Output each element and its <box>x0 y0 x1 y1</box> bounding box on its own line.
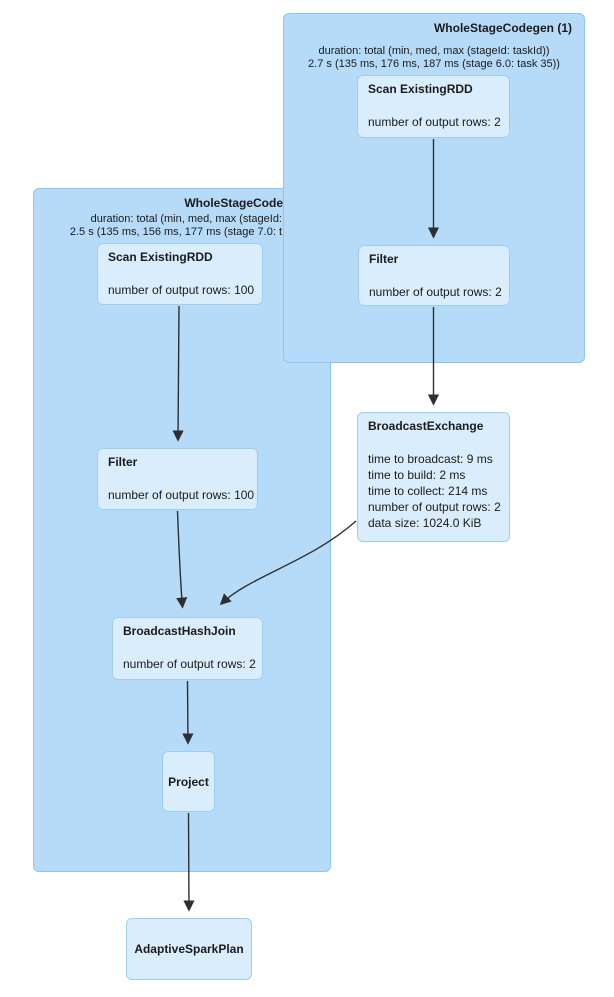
node-label: Filter <box>108 455 138 469</box>
node-project[interactable] <box>162 751 215 812</box>
duration-value-line: 2.7 s (135 ms, 176 ms, 187 ms (stage 6.0: task 35)) <box>308 58 560 70</box>
duration-value-line: 2.5 s (135 ms, 156 ms, 177 ms (stage 7.0: t <box>69 226 282 238</box>
cluster-duration <box>284 45 584 71</box>
node-scan-existing-rdd-1[interactable] <box>357 75 510 138</box>
node-metric: time to broadcast: 9 ms <box>368 452 493 466</box>
node-broadcast-hash-join[interactable] <box>112 617 263 680</box>
node-label: BroadcastHashJoin <box>123 624 236 638</box>
node-broadcast-exchange[interactable] <box>357 412 510 542</box>
node-metric: number of output rows: 2 <box>368 115 501 129</box>
node-metric: number of output rows: 2 <box>123 657 256 671</box>
duration-label-line: duration: total (min, med, max (stageId: <box>90 213 282 225</box>
node-label: Project <box>168 774 209 789</box>
cluster-wholestagecodegen-1[interactable] <box>283 13 585 363</box>
node-metric: number of output rows: 2 <box>369 285 502 299</box>
node-adaptive-spark-plan[interactable] <box>126 918 252 980</box>
duration-label-line: duration: total (min, med, max (stageId: taskId)) <box>318 45 550 57</box>
node-label: Scan ExistingRDD <box>108 250 213 264</box>
node-filter-2[interactable] <box>97 448 258 510</box>
node-metric: number of output rows: 2 <box>368 500 501 514</box>
node-metric: time to collect: 214 ms <box>368 484 488 498</box>
node-filter-1[interactable] <box>358 245 510 306</box>
node-label: Filter <box>369 252 399 266</box>
node-label: BroadcastExchange <box>368 419 484 433</box>
cluster-title: WholeStageCodegen (1) <box>433 21 572 35</box>
node-metric: data size: 1024.0 KiB <box>368 516 482 530</box>
cluster-duration <box>70 213 282 239</box>
node-metric: time to build: 2 ms <box>368 468 466 482</box>
cluster-title: WholeStageCode <box>184 196 283 210</box>
node-label: AdaptiveSparkPlan <box>134 942 244 956</box>
node-metric: number of output rows: 100 <box>108 283 255 297</box>
node-label: Scan ExistingRDD <box>368 82 473 96</box>
node-scan-existing-rdd-2[interactable] <box>97 243 263 305</box>
node-metric: number of output rows: 100 <box>108 488 255 502</box>
